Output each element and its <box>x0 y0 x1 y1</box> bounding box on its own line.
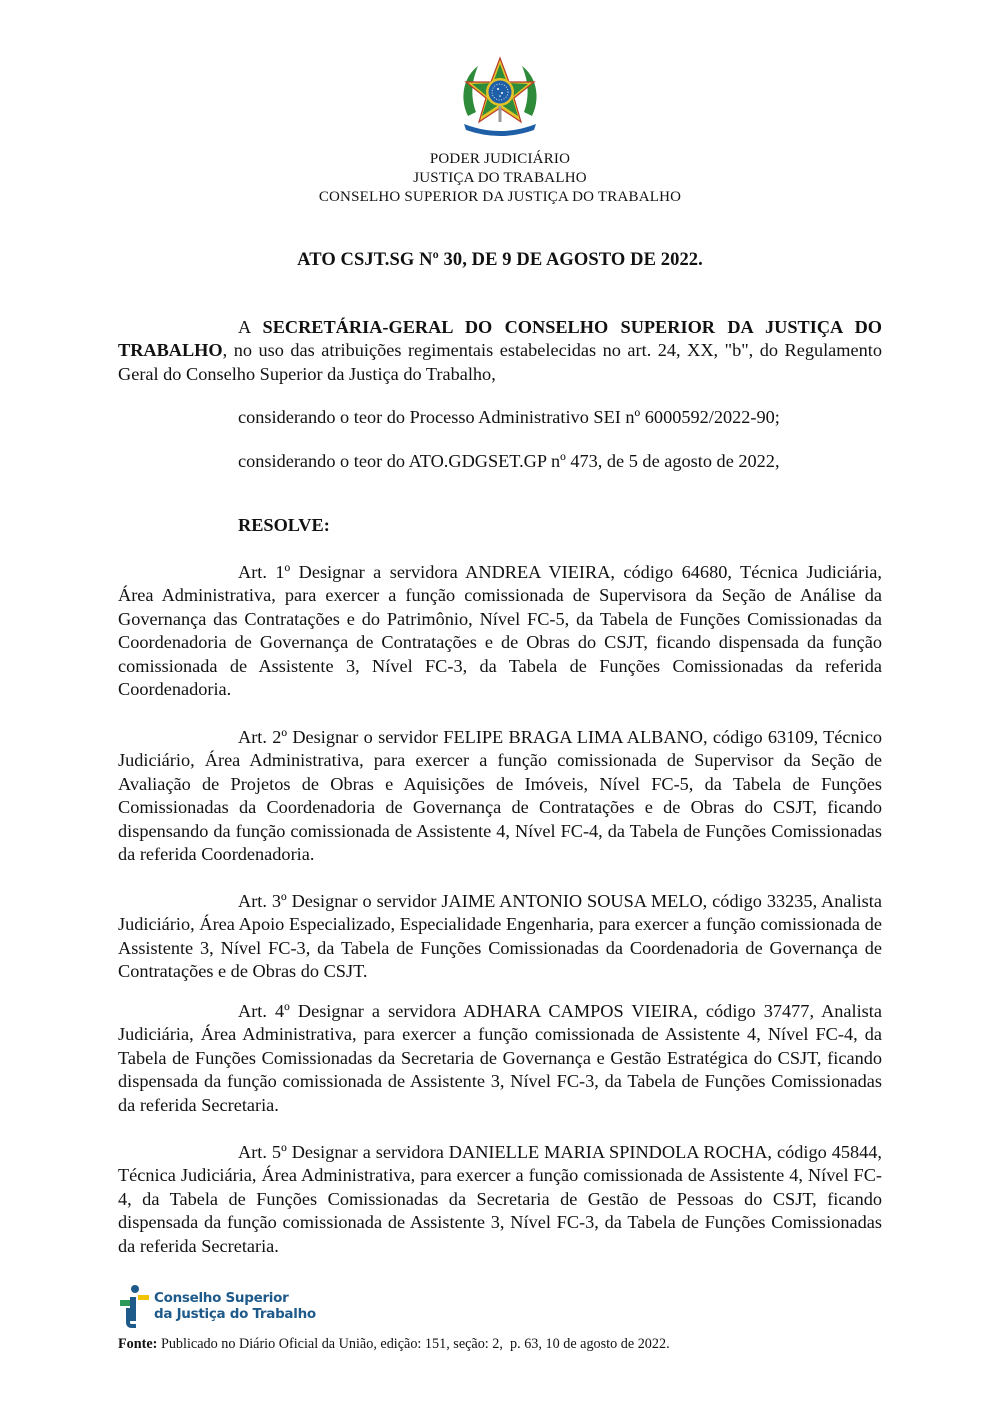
article-3: Art. 3º Designar o servidor JAIME ANTONIO SOUSA MELO, código 33235, Analista Judiciário, Área Apoio Especializado, Especialidade Engenharia, para exercer a função comissionada de Assistente 3, Nível FC-3, da Tabela de Funções Comissionadas da Coordenadoria de Governança de Contratações e de Obras do CSJT. <box>118 891 882 982</box>
logo-line-2: da Justiça do Trabalho <box>154 1306 316 1322</box>
csjt-logo-mark-icon <box>116 1284 150 1330</box>
considerando-1: considerando o teor do Processo Administrativo SEI nº 6000592/2022-90; <box>238 407 780 427</box>
logo-line-1: Conselho Superior <box>154 1290 289 1306</box>
preamble-lead: A <box>238 317 263 337</box>
article-2: Art. 2º Designar o servidor FELIPE BRAGA LIMA ALBANO, código 63109, Técnico Judiciário, Área Administrativa, para exercer a função comissionada de Supervisor da Seção de Avaliação de Projetos de Obras e Aquisições de Imóveis, Nível FC-5, da Tabela de Funções Comissionadas da Coordenadoria de Governança de Contratações e de Obras do CSJT, ficando dispensando da função comissionada de Assistente 4, Nível FC-4, da Tabela de Funções Comissionadas da referida Coordenadoria. <box>118 727 882 865</box>
resolve-heading: RESOLVE: <box>238 515 330 535</box>
header-line-poder: PODER JUDICIÁRIO <box>429 151 571 167</box>
header-line-justica: JUSTIÇA DO TRABALHO <box>413 170 587 186</box>
source-label: Fonte: <box>118 1336 158 1352</box>
document-title: ATO CSJT.SG Nº 30, DE 9 DE AGOSTO DE 2022. <box>297 250 703 270</box>
preamble-rest: , no uso das atribuições regimentais estabelecidas no art. 24, XX, "b", do Regulamento Geral do Conselho Superior da Justiça do Trabalho, <box>118 340 882 384</box>
csjt-logo-text <box>154 1290 316 1322</box>
article-5: Art. 5º Designar a servidora DANIELLE MARIA SPINDOLA ROCHA, código 45844, Técnica Judiciária, Área Administrativa, para exercer a função comissionada de Assistente 4, Nível FC-4, da Tabela de Funções Comissionadas da Secretaria de Gestão de Pessoas do CSJT, ficando dispensada da função comissionada de Assistente 3, Nível FC-3, da Tabela de Funções Comissionadas da referida Secretaria. <box>118 1142 882 1256</box>
source-text: Publicado no Diário Oficial da União, edição: 151, seção: 2, p. 63, 10 de agosto de 2022. <box>157 1336 670 1352</box>
considerando-2: considerando o teor do ATO.GDGSET.GP nº 473, de 5 de agosto de 2022, <box>238 451 780 471</box>
csjt-logo <box>116 1284 336 1330</box>
preamble-authority: SECRETÁRIA-GERAL DO CONSELHO SUPERIOR DA JUSTIÇA DO TRABALHO <box>118 317 883 361</box>
publication-source <box>118 1336 670 1353</box>
institution-header <box>0 150 1000 207</box>
article-1: Art. 1º Designar a servidora ANDREA VIEIRA, código 64680, Técnica Judiciária, Área Administrativa, para exercer a função comissionada de Supervisora da Seção de Análise da Governança das Contratações e do Patrimônio, Nível FC-5, da Tabela de Funções Comissionadas da Coordenadoria de Governança de Contratações e de Obras do CSJT, ficando dispensada da função comissionada de Assistente 3, Nível FC-3, da Tabela de Funções Comissionadas da referida Coordenadoria. <box>118 562 882 700</box>
preamble-paragraph <box>118 316 882 386</box>
header-line-conselho: CONSELHO SUPERIOR DA JUSTIÇA DO TRABALHO <box>318 189 682 205</box>
article-4: Art. 4º Designar a servidora ADHARA CAMPOS VIEIRA, código 37477, Analista Judiciária, Área Administrativa, para exercer a função comissionada de Assistente 4, Nível FC-4, da Tabela de Funções Comissionadas da Secretaria de Governança e Gestão Estratégica do CSJT, ficando dispensada da função comissionada de Assistente 3, Nível FC-3, da Tabela de Funções Comissionadas da referida Secretaria. <box>118 1001 882 1115</box>
brazil-coat-of-arms-icon <box>458 54 542 140</box>
